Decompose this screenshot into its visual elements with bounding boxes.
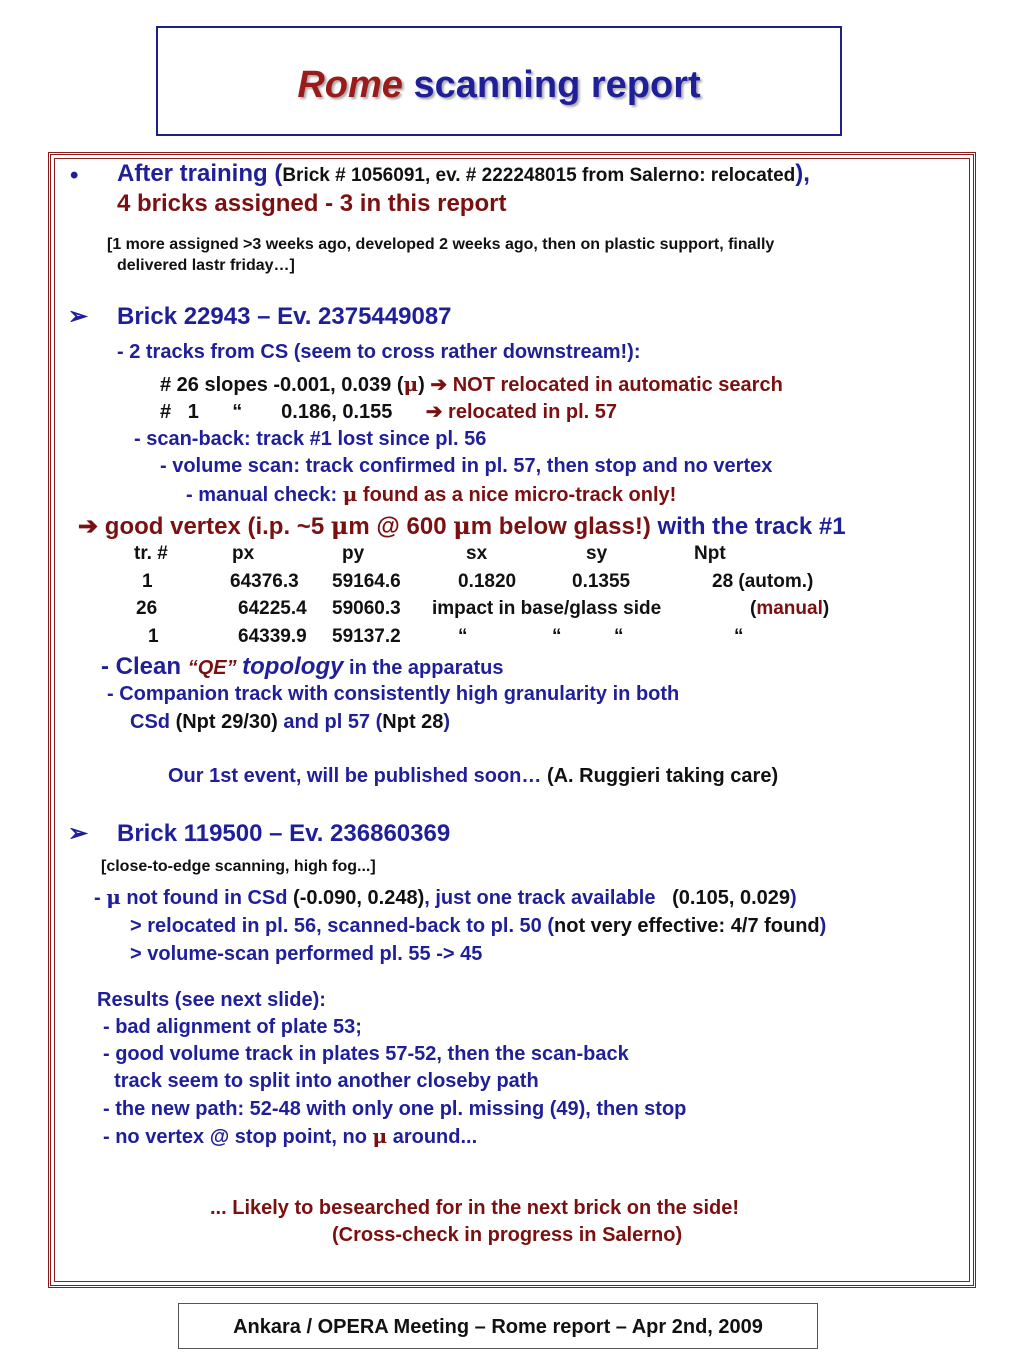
volume-scan-line: - volume scan: track confirmed in pl. 57, then stop and no vertex — [160, 455, 773, 477]
table-cell: py — [342, 543, 365, 564]
table-cell: 64376.3 — [230, 571, 299, 592]
table-cell: impact in base/glass side — [432, 598, 662, 619]
pl57-label: and pl 57 ( — [277, 711, 383, 733]
bricks-assigned: 4 bricks assigned - 3 in this report — [117, 190, 507, 217]
mu-symbol: μ — [330, 511, 349, 540]
track26-line — [160, 373, 783, 397]
track26-close: ) — [418, 374, 425, 396]
results-item: track seem to split into another closeby path — [103, 1070, 539, 1092]
manual-check-result: found as a nice micro-track only! — [362, 484, 677, 506]
clean-rest: in the apparatus — [349, 657, 504, 679]
brick2-marker-icon: ➢ — [68, 820, 89, 847]
after-training-paren: Brick # 1056091, ev. # 222248015 from Salerno: relocated — [282, 165, 796, 186]
relocated-text: > relocated in pl. 56, scanned-back to pl. 50 ( — [130, 915, 555, 937]
after-training-lead: After training ( — [117, 160, 283, 187]
not-found-text: not found in CSd — [120, 887, 288, 909]
track1-slopes: # 1 “ 0.186, 0.155 — [160, 401, 393, 423]
brick2-line-1 — [94, 886, 797, 910]
companion-line-1: - Companion track with consistently high granularity in both — [107, 683, 680, 705]
table-cell: px — [232, 543, 255, 564]
table-cell: 64225.4 — [238, 598, 307, 619]
published-text: Our 1st event, will be published soon… — [168, 765, 542, 787]
track26-status: NOT relocated in automatic search — [452, 374, 783, 396]
assigned-note-2: delivered lastr friday…] — [117, 257, 295, 274]
title-box — [156, 26, 842, 136]
table-cell: 59060.3 — [332, 598, 401, 619]
table-cell: 59137.2 — [332, 626, 401, 647]
table-cell: 28 (autom.) — [712, 571, 814, 592]
companion-line-2 — [130, 711, 450, 734]
npt-pl57: Npt 28 — [382, 711, 444, 733]
table-cell: “ — [458, 626, 468, 647]
mu-symbol: μ — [403, 372, 419, 396]
footer-text: Ankara / OPERA Meeting – Rome report – Apr 2nd, 2009 — [233, 1316, 763, 1338]
track26-slopes: # 26 slopes -0.001, 0.039 ( — [160, 374, 404, 396]
scan-back-line: - scan-back: track #1 lost since pl. 56 — [134, 428, 487, 450]
csd-coords: (-0.090, 0.248) — [293, 887, 425, 909]
results-item: - good volume track in plates 57-52, then the scan-back — [103, 1043, 629, 1065]
table-cell: “ — [552, 626, 562, 647]
table-cell: “ — [734, 626, 744, 647]
results-item: - bad alignment of plate 53; — [103, 1016, 362, 1038]
brick2-line-2 — [130, 915, 826, 938]
brick1-tracks: - 2 tracks from CS (seem to cross rather downstream!): — [117, 341, 641, 363]
table-cell — [750, 598, 829, 620]
table-cell: 26 — [136, 598, 158, 619]
published-line — [168, 765, 778, 788]
good-vertex-line — [78, 512, 846, 541]
clean-lead: - Clean — [101, 653, 188, 680]
brick2-note: [close-to-edge scanning, high fog...] — [101, 858, 376, 875]
title-rest: scanning report — [413, 64, 701, 106]
paren-close: ) — [822, 598, 830, 619]
table-cell: sy — [586, 543, 608, 564]
one-track-text: , just one track available — [424, 887, 656, 909]
track1-status: relocated in pl. 57 — [448, 401, 617, 423]
table-cell: 64339.9 — [238, 626, 307, 647]
clean-topology-line — [101, 653, 504, 681]
after-training-close: ), — [795, 160, 810, 187]
table-cell: 59164.6 — [332, 571, 401, 592]
mu-symbol: μ — [342, 482, 358, 506]
table-cell: 1 — [148, 626, 159, 647]
vertex-text-b: m @ 600 — [348, 513, 454, 540]
table-cell: 1 — [142, 571, 153, 592]
csd-label: CSd — [130, 711, 176, 733]
qe-label: “QE” — [187, 657, 237, 679]
manual-check-lead: - manual check: — [186, 484, 343, 506]
title-rome: Rome — [297, 64, 403, 106]
bullet-dot: • — [70, 162, 79, 189]
no-vertex-text: - no vertex @ stop point, no — [103, 1126, 373, 1148]
mu-symbol: μ — [453, 511, 471, 540]
ruggieri-note: (A. Ruggieri taking care) — [546, 765, 779, 787]
assigned-note-1: [1 more assigned >3 weeks ago, developed 2 weeks ago, then on plastic support, finally — [107, 236, 775, 253]
results-item: - the new path: 52-48 with only one pl. missing (49), then stop — [103, 1098, 687, 1120]
effectiveness-note: not very effective: 4/7 found — [554, 915, 820, 937]
right-arrow-icon: ➔ — [425, 401, 443, 423]
paren-open: ( — [750, 598, 757, 619]
brick1-marker-icon: ➢ — [68, 303, 89, 330]
paren-close: ) — [790, 887, 797, 909]
closing-line-1: ... Likely to besearched for in the next brick on the side! — [210, 1197, 740, 1219]
results-item-last — [103, 1125, 477, 1149]
results-heading: Results (see next slide): — [97, 989, 326, 1011]
mu-symbol: μ — [106, 885, 121, 909]
table-cell: Npt — [694, 543, 726, 564]
mu-symbol: μ — [372, 1124, 388, 1148]
right-arrow-icon: ➔ — [78, 513, 99, 540]
after-training-line — [117, 160, 810, 188]
dash: - — [94, 887, 107, 909]
table-header — [134, 543, 168, 565]
table-cell: 0.1355 — [572, 571, 631, 592]
brick2-line-3: > volume-scan performed pl. 55 -> 45 — [130, 943, 483, 965]
brick2-heading: Brick 119500 – Ev. 236860369 — [117, 820, 451, 847]
vertex-text-c: m below glass!) — [470, 513, 651, 540]
paren-close: ) — [819, 915, 827, 937]
track-coords: (0.105, 0.029 — [672, 887, 791, 909]
footer-box — [178, 1303, 818, 1349]
around-text: around... — [387, 1126, 478, 1148]
closing-line-2: (Cross-check in progress in Salerno) — [332, 1224, 683, 1246]
slide-title — [158, 64, 840, 107]
paren-close: ) — [443, 711, 451, 733]
track1-line — [160, 401, 617, 424]
right-arrow-icon: ➔ — [430, 374, 448, 396]
table-cell: tr. # — [134, 543, 168, 564]
vertex-text-a: good vertex (i.p. ~5 — [104, 513, 331, 540]
table-cell: “ — [614, 626, 624, 647]
npt-csd: (Npt 29/30) — [175, 711, 278, 733]
table-cell: sx — [466, 543, 488, 564]
vertex-text-d: with the track #1 — [657, 513, 846, 540]
topology-label: topology — [242, 653, 344, 680]
manual-check-line — [186, 483, 676, 507]
brick1-heading: Brick 22943 – Ev. 2375449087 — [117, 303, 452, 330]
manual-label: manual — [756, 598, 823, 619]
table-cell: 0.1820 — [458, 571, 517, 592]
